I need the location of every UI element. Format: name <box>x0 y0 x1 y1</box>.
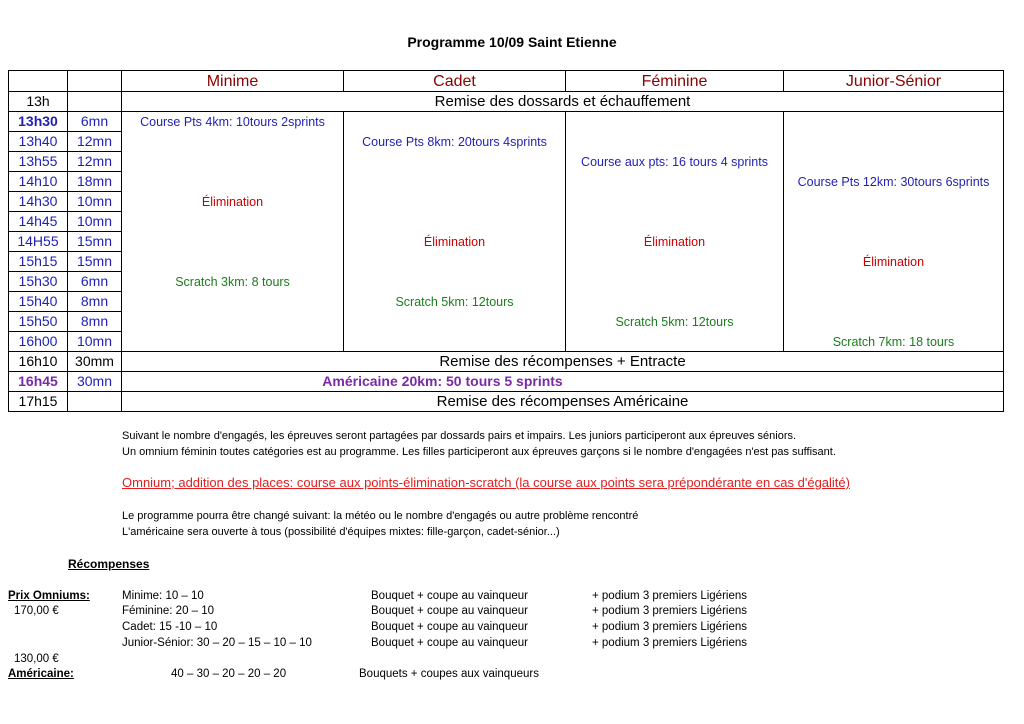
feminine-event-1: Course aux pts: 16 tours 4 sprints <box>581 155 768 169</box>
duration-cell: 15mn <box>68 232 122 252</box>
time-cell: 15h40 <box>9 292 68 312</box>
time-cell: 14H55 <box>9 232 68 252</box>
duration-cell: 15mn <box>68 252 122 272</box>
time-cell: 15h15 <box>9 252 68 272</box>
junior-events <box>784 112 1004 352</box>
row-remise <box>9 352 1004 372</box>
minime-event-3: Scratch 3km: 8 tours <box>175 275 290 289</box>
feminine-event-2: Élimination <box>643 235 706 249</box>
duration-cell: 12mn <box>68 132 122 152</box>
duration-cell: 6mn <box>68 272 122 292</box>
remise-americaine-cell: Remise des récompenses Américaine <box>122 392 1004 412</box>
time-cell: 14h10 <box>9 172 68 192</box>
junior-event-3: Scratch 7km: 18 tours <box>832 335 955 349</box>
cadet-event-1: Course Pts 8km: 20tours 4sprints <box>362 135 547 149</box>
schedule-table <box>8 70 1004 412</box>
table-row <box>9 112 1004 132</box>
time-cell: 13h <box>9 92 68 112</box>
header-cadet: Cadet <box>344 71 566 92</box>
prix-omniums-label: Prix Omniums: <box>8 590 90 602</box>
dossards-cell: Remise des dossards et échauffement <box>122 92 1004 112</box>
notes-block-1 <box>122 428 836 460</box>
duration-cell: 8mn <box>68 312 122 332</box>
minime-event-2: Élimination <box>201 195 264 209</box>
duration-cell: 10mn <box>68 212 122 232</box>
minime-events <box>122 112 344 352</box>
prize-text: Bouquet + coupe au vainqueur <box>371 590 528 602</box>
time-cell: 13h55 <box>9 152 68 172</box>
header-junior-senior: Junior-Sénior <box>784 71 1004 92</box>
header-feminine: Féminine <box>566 71 784 92</box>
time-cell: 17h15 <box>9 392 68 412</box>
duration-cell: 8mn <box>68 292 122 312</box>
notes-block-2 <box>122 508 638 540</box>
header-row <box>9 71 1004 92</box>
note-line: Un omnium féminin toutes catégories est au programme. Les filles participeront aux épreuves garçons si le nombre d'engagées n'est pas suffisant. <box>122 446 836 458</box>
americaine-label: Américaine: <box>8 668 74 680</box>
americaine-text: Américaine 20km: 50 tours 5 sprints <box>322 373 563 389</box>
cadet-events <box>344 112 566 352</box>
omnium-note: Omnium; addition des places: course aux points-élimination-scratch (la course aux points sera prépondérante en cas d'égalité) <box>122 475 850 490</box>
time-cell: 15h30 <box>9 272 68 292</box>
time-cell: 16h00 <box>9 332 68 352</box>
prize-podium: + podium 3 premiers Ligériens <box>592 637 748 649</box>
time-cell: 16h10 <box>9 352 68 372</box>
time-cell: 13h30 <box>9 112 68 132</box>
americaine-cell <box>122 372 1004 392</box>
feminine-event-3: Scratch 5km: 12tours <box>615 315 734 329</box>
americaine-prize: Bouquets + coupes aux vainqueurs <box>359 668 539 680</box>
duration-cell: 10mn <box>68 192 122 212</box>
page-title: Programme 10/09 Saint Etienne <box>407 34 617 50</box>
time-cell: 15h50 <box>9 312 68 332</box>
prize-category: Minime: 10 – 10 <box>122 590 204 602</box>
duration-cell: 6mn <box>68 112 122 132</box>
row-17h15 <box>9 392 1004 412</box>
prize-category: Cadet: 15 -10 – 10 <box>122 621 218 633</box>
prize-podium: + podium 3 premiers Ligériens <box>592 605 748 617</box>
junior-event-2: Élimination <box>862 255 925 269</box>
prize-category: Féminine: 20 – 10 <box>122 605 215 617</box>
row-13h <box>9 92 1004 112</box>
duration-cell: 30mn <box>68 372 122 392</box>
note-line: L'américaine sera ouverte à tous (possibilité d'équipes mixtes: fille-garçon, cadet-sénior...) <box>122 526 560 538</box>
prix-omniums-amount: 170,00 € <box>14 605 59 617</box>
minime-event-1: Course Pts 4km: 10tours 2sprints <box>140 115 325 129</box>
cadet-event-3: Scratch 5km: 12tours <box>395 295 514 309</box>
junior-event-1: Course Pts 12km: 30tours 6sprints <box>797 175 990 189</box>
americaine-amount: 130,00 € <box>14 653 59 665</box>
prize-podium: + podium 3 premiers Ligériens <box>592 621 748 633</box>
note-line: Le programme pourra être changé suivant: la météo ou le nombre d'engagés ou autre problème rencontré <box>122 510 639 522</box>
prize-text: Bouquet + coupe au vainqueur <box>371 621 528 633</box>
note-line: Suivant le nombre d'engagés, les épreuves seront partagées par dossards pairs et impairs. Les juniors participeront aux épreuves séniors. <box>122 430 797 442</box>
prize-category: Junior-Sénior: 30 – 20 – 15 – 10 – 10 <box>122 637 312 649</box>
time-cell: 16h45 <box>9 372 68 392</box>
time-cell: 14h30 <box>9 192 68 212</box>
cadet-event-2: Élimination <box>423 235 486 249</box>
duration-cell: 10mn <box>68 332 122 352</box>
time-cell: 14h45 <box>9 212 68 232</box>
remise-cell: Remise des récompenses + Entracte <box>122 352 1004 372</box>
americaine-values: 40 – 30 – 20 – 20 – 20 <box>171 668 287 680</box>
prize-podium: + podium 3 premiers Ligériens <box>592 590 748 602</box>
prize-text: Bouquet + coupe au vainqueur <box>371 605 528 617</box>
duration-cell: 18mn <box>68 172 122 192</box>
recompenses-title: Récompenses <box>68 557 150 571</box>
header-minime: Minime <box>122 71 344 92</box>
time-cell: 13h40 <box>9 132 68 152</box>
duration-cell: 30mm <box>68 352 122 372</box>
row-americaine <box>9 372 1004 392</box>
prize-text: Bouquet + coupe au vainqueur <box>371 637 528 649</box>
feminine-events <box>566 112 784 352</box>
duration-cell: 12mn <box>68 152 122 172</box>
